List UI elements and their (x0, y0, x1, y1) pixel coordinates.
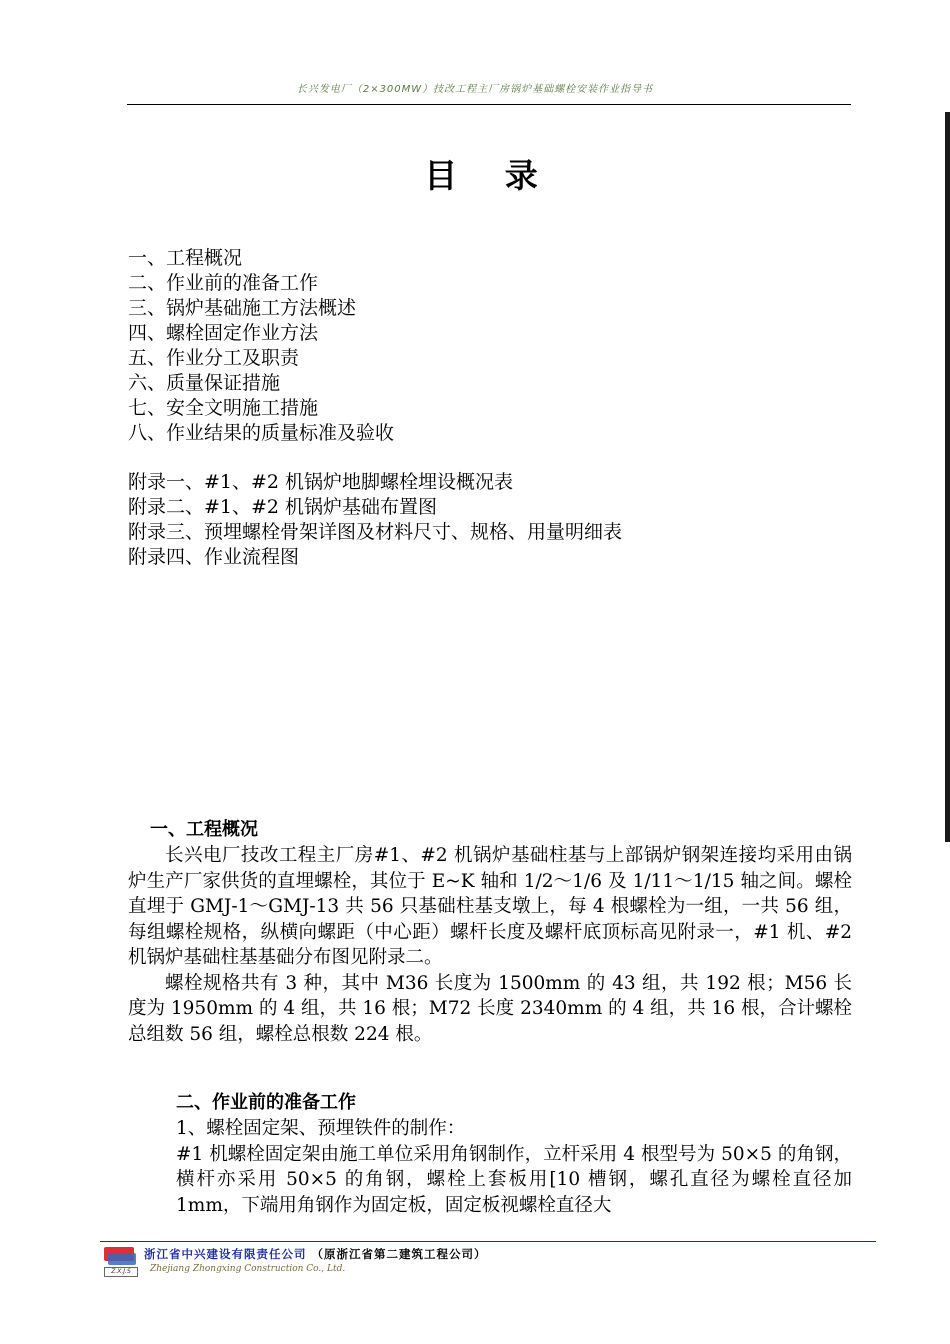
footer-company-name (144, 1246, 487, 1262)
section-preparation (128, 1090, 852, 1218)
toc-item: 一、工程概况 (128, 247, 243, 269)
table-of-contents (128, 246, 828, 570)
company-name-en: Zhejiang Zhongxing Construction Co., Ltd. (150, 1264, 346, 1274)
toc-item: 七、安全文明施工措施 (128, 397, 319, 419)
toc-gap (128, 446, 828, 470)
logo-blue-shape (108, 1253, 136, 1265)
company-name-cn: 浙江省中兴建设有限责任公司 (144, 1247, 307, 1261)
toc-item: 三、锅炉基础施工方法概述 (128, 297, 357, 319)
toc-item: 四、螺栓固定作业方法 (128, 322, 319, 344)
toc-appendix: 附录三、预埋螺栓骨架详图及材料尺寸、规格、用量明细表 (128, 521, 623, 543)
toc-item: 二、作业前的准备工作 (128, 272, 319, 294)
toc-title: 目 录 (424, 156, 556, 195)
section-heading: 一、工程概况 (150, 819, 258, 840)
section-heading: 二、作业前的准备工作 (176, 1092, 356, 1113)
body-paragraph: 长兴电厂技改工程主厂房#1、#2 机锅炉基础柱基与上部锅炉钢架连接均采用由锅炉生产厂家供货的直埋螺栓，其位于 E~K 轴和 1/2～1/6 及 1/11～1/15 轴之间。螺栓直埋于 GMJ-1～GMJ-13 共 56 只基础柱基支墩上，每 4 根螺栓为一组，一共 56 组，每组螺栓规格，纵横向螺距（中心距）螺杆长度及螺杆底顶标高见附录一，#1 机、#2 机锅炉基础柱基基础分布图见附录二。 (128, 845, 852, 968)
toc-item: 六、质量保证措施 (128, 372, 281, 394)
toc-appendix: 附录一、#1、#2 机锅炉地脚螺栓埋设概况表 (128, 471, 514, 493)
section-project-overview (128, 817, 852, 1047)
running-header: 长兴发电厂（2×300MW）技改工程主厂房锅炉基础螺栓安装作业指导书 (296, 84, 654, 95)
body-paragraph: #1 机螺栓固定架由施工单位采用角钢制作，立杆采用 4 根型号为 50×5 的角钢，横杆亦采用 50×5 的角钢，螺栓上套板用[10 槽钢，螺孔直径为螺栓直径加 1mm，下端用角钢作为固定板，固定板视螺栓直径大 (176, 1143, 852, 1216)
toc-item: 八、作业结果的质量标准及验收 (128, 422, 395, 444)
logo-mark: Z.X.J.S (104, 1267, 138, 1277)
footer-rule (100, 1241, 876, 1242)
body-paragraph: 螺栓规格共有 3 种，其中 M36 长度为 1500mm 的 43 组，共 192 根；M56 长度为 1950mm 的 4 组，共 16 根；M72 长度 2340mm 的 4 组，共 16 根，合计螺栓总组数 56 组，螺栓总根数 224 根。 (128, 972, 852, 1045)
company-logo (102, 1243, 140, 1277)
toc-item: 五、作业分工及职责 (128, 347, 300, 369)
company-former-name: （原浙江省第二建筑工程公司） (311, 1247, 487, 1261)
toc-appendix: 附录二、#1、#2 机锅炉基础布置图 (128, 496, 438, 518)
page-edge-bar (945, 112, 950, 842)
subheading: 1、螺栓固定架、预埋铁件的制作： (176, 1118, 466, 1139)
header-rule (127, 104, 851, 105)
toc-appendix: 附录四、作业流程图 (128, 546, 300, 568)
